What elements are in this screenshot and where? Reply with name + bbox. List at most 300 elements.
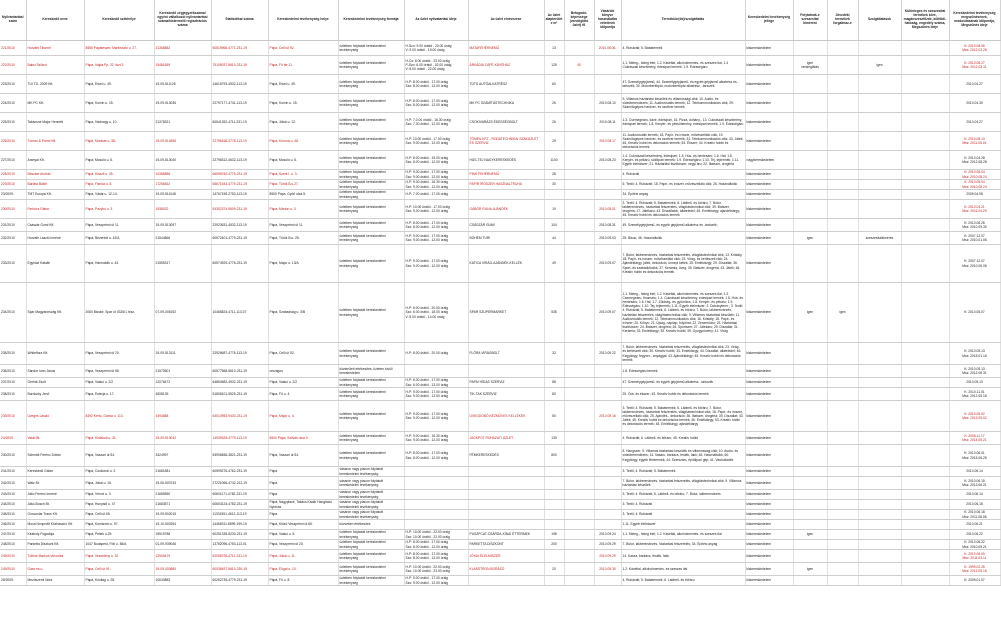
cell-opening-hours[interactable]: H-P: 10.00 órától - 22.00 óráig Szo: 10.00 órától - 22.00 óráig bbox=[404, 530, 468, 540]
cell-alcohol-serving[interactable] bbox=[793, 432, 827, 445]
cell-trader-name[interactable]: Spar Magyarország Kft. bbox=[26, 283, 84, 343]
cell-trade-form[interactable]: üzletben folytatott kereskedelmi tevékenység bbox=[338, 56, 404, 75]
table-row[interactable] bbox=[0, 500, 1000, 510]
cell-complaint-book-date[interactable]: 2010.08.11 bbox=[594, 113, 621, 132]
table-row[interactable] bbox=[0, 445, 1000, 467]
table-row[interactable] bbox=[0, 170, 1000, 180]
cell-registration-number[interactable]: 07-09-005192 bbox=[154, 283, 211, 343]
cell-excise-goods[interactable] bbox=[827, 75, 858, 94]
cell-statistical-number[interactable]: 60601171-4782-231-19 bbox=[211, 490, 268, 500]
cell-trader-name[interactable]: Sándor Ionn János bbox=[26, 365, 84, 378]
cell-capacity[interactable] bbox=[564, 490, 594, 500]
cell-trade-form[interactable]: üzletben folytatott kereskedelmi tevékenység bbox=[338, 401, 404, 432]
cell-registry-number[interactable]: 24/2009. bbox=[0, 432, 26, 445]
cell-trade-form[interactable]: üzletben folytatott kereskedelmi tevékenység bbox=[338, 540, 404, 550]
cell-excise-goods[interactable] bbox=[827, 540, 858, 550]
cell-registry-number[interactable]: 247/2010 bbox=[0, 530, 26, 540]
cell-excise-goods[interactable] bbox=[827, 401, 858, 432]
table-row[interactable] bbox=[0, 467, 1000, 477]
cell-opening-hours[interactable]: H-P: 8.00 órától - 17.00 óráig Szo: 8.00 órától - 12.00 óráig bbox=[404, 219, 468, 232]
cell-capacity[interactable] bbox=[564, 477, 594, 490]
cell-termination-date[interactable]: K: 2010.04.28 Msz: 2012.08.28 bbox=[949, 151, 1000, 170]
cell-shop-name[interactable]: MK PC SZÁMÍTÁSTECHNIKA bbox=[468, 94, 544, 113]
cell-trade-type[interactable]: kiskereskedelem bbox=[745, 232, 793, 245]
cell-trade-type[interactable]: kiskereskedelem bbox=[745, 113, 793, 132]
cell-statistical-number[interactable]: 14466311-8899-199-19 bbox=[211, 520, 268, 530]
cell-trade-form[interactable]: üzletben folytatott kereskedelmi tevékenység bbox=[338, 550, 404, 563]
cell-opening-hours[interactable]: H-P: 7.00 órától - 17.00 óráig bbox=[404, 190, 468, 200]
cell-alcohol-serving[interactable] bbox=[793, 540, 827, 550]
cell-opening-hours[interactable]: H-P: 9.00 órától - 17.00 óráig Szo: 9.00 órától - 12.00 óráig bbox=[404, 245, 468, 283]
cell-trade-location[interactable]: Pápa, Erkel u. 49. bbox=[268, 75, 338, 94]
cell-special-products[interactable] bbox=[901, 477, 949, 490]
cell-special-products[interactable] bbox=[901, 283, 949, 343]
cell-trader-name[interactable]: Gonczolár Trans Kft. bbox=[26, 510, 84, 520]
table-row[interactable] bbox=[0, 132, 1000, 151]
header-product-categories[interactable]: Termékkör(ök)/szolgáltatás bbox=[621, 0, 745, 41]
cell-complaint-book-date[interactable]: 2010.08.17 bbox=[594, 132, 621, 151]
cell-registry-number[interactable]: 223/2010 bbox=[0, 75, 26, 94]
cell-trader-name[interactable]: Walz Bt. bbox=[26, 477, 84, 490]
cell-termination-date[interactable]: K: 2010.06.09 Msz: 2011.03.11 bbox=[949, 550, 1000, 563]
header-capacity[interactable]: Befogadó-képessége (vendéglátó üzlet) fő bbox=[564, 0, 594, 41]
cell-registration-number[interactable]: 19-09-513040 bbox=[154, 151, 211, 170]
cell-trade-form[interactable]: üzletben folytatott kereskedelmi tevékenység bbox=[338, 200, 404, 219]
cell-statistical-number[interactable]: 53906656-3821-231-19 bbox=[211, 445, 268, 467]
cell-complaint-book-date[interactable] bbox=[594, 365, 621, 378]
cell-special-products[interactable] bbox=[901, 113, 949, 132]
cell-registry-number[interactable]: 230/2010 bbox=[0, 200, 26, 219]
cell-trade-type[interactable]: kiskereskedelem bbox=[745, 490, 793, 500]
cell-trader-seat[interactable]: Pápa, Celli út 65. bbox=[84, 510, 154, 520]
cell-capacity[interactable] bbox=[564, 563, 594, 576]
cell-complaint-book-date[interactable]: 2010.09.29 bbox=[594, 540, 621, 550]
table-row[interactable] bbox=[0, 190, 1000, 200]
cell-complaint-book-date[interactable]: 2010.09.30 bbox=[594, 563, 621, 576]
cell-capacity[interactable] bbox=[564, 365, 594, 378]
cell-trader-name[interactable]: Császár Gumi Kft. bbox=[26, 219, 84, 232]
table-row[interactable] bbox=[0, 180, 1000, 190]
cell-trade-type[interactable]: kiskereskedelem bbox=[745, 56, 793, 75]
cell-opening-hours[interactable]: H-P: 9.00 órától - 16.30 óráig Szo: 9.00 órától - 12.00 óráig bbox=[404, 180, 468, 190]
cell-product-categories[interactable]: 1.8. Édességáru termék bbox=[621, 365, 745, 378]
header-complaint-book-date[interactable]: Vásárlók könyve használatba vételének időpontja bbox=[594, 0, 621, 41]
cell-services[interactable] bbox=[858, 467, 901, 477]
cell-special-products[interactable] bbox=[901, 56, 949, 75]
cell-capacity[interactable] bbox=[564, 432, 594, 445]
cell-shop-name[interactable] bbox=[468, 500, 544, 510]
cell-alcohol-serving[interactable] bbox=[793, 477, 827, 490]
cell-trade-type[interactable]: kiskereskedelem bbox=[745, 378, 793, 388]
cell-trader-seat[interactable]: Pápa, Celli út 91. bbox=[84, 563, 154, 576]
cell-registration-number[interactable]: 4508139 bbox=[154, 388, 211, 401]
table-row[interactable] bbox=[0, 550, 1000, 563]
cell-excise-goods[interactable] bbox=[827, 245, 858, 283]
cell-registration-number[interactable]: 19-09-511126 bbox=[154, 75, 211, 94]
cell-capacity[interactable] bbox=[564, 232, 594, 245]
cell-services[interactable] bbox=[858, 401, 901, 432]
cell-opening-hours[interactable] bbox=[404, 500, 468, 510]
cell-registry-number[interactable]: 238/2010 bbox=[0, 388, 26, 401]
cell-excise-goods[interactable]: igen bbox=[827, 283, 858, 343]
cell-trade-form[interactable]: vásáron vagy piacon folytatott kereskedelmi tevékenység bbox=[338, 510, 404, 520]
cell-trade-location[interactable]: Pápa bbox=[268, 490, 338, 500]
cell-termination-date[interactable]: K: 2010.05.13 Msz: 2012.08.31 bbox=[949, 365, 1000, 378]
table-row[interactable] bbox=[0, 94, 1000, 113]
cell-special-products[interactable] bbox=[901, 151, 949, 170]
cell-special-products[interactable] bbox=[901, 550, 949, 563]
cell-statistical-number[interactable]: 60519966-4771-231-19 bbox=[211, 41, 268, 56]
cell-trade-type[interactable]: kiskereskedelem bbox=[745, 500, 793, 510]
cell-services[interactable]: igen bbox=[858, 56, 901, 75]
cell-termination-date[interactable]: K: 2010.08.13 Msz: 2011.05.01 bbox=[949, 132, 1000, 151]
cell-complaint-book-date[interactable] bbox=[594, 576, 621, 586]
cell-capacity[interactable] bbox=[564, 510, 594, 520]
cell-floor-area[interactable]: 1100 bbox=[544, 151, 564, 170]
cell-trade-location[interactable]: Pápa, Vaskú u. 5. bbox=[268, 530, 338, 540]
header-excise-goods[interactable]: Jövedéki termékek forgalmaz-e bbox=[827, 0, 858, 41]
table-row[interactable] bbox=[0, 75, 1000, 94]
cell-opening-hours[interactable]: H-P: 6.00 órától - 17.00 óráig Szo: 6.00 órától - 13.00 óráig bbox=[404, 378, 468, 388]
cell-product-categories[interactable]: 5. Textil; 4. Ruházati; 18. Papír- és írószer, művészellátó cikk; 26. Használtcikk bbox=[621, 180, 745, 190]
cell-statistical-number[interactable]: 54302374-9609-231-19 bbox=[211, 200, 268, 219]
cell-product-categories[interactable]: 4. Ruházati bbox=[621, 170, 745, 180]
cell-floor-area[interactable] bbox=[544, 365, 564, 378]
cell-trade-form[interactable]: üzletben folytatott kereskedelmi tevékenység bbox=[338, 563, 404, 576]
cell-statistical-number[interactable]: 13782096-4753-113-01 bbox=[211, 540, 268, 550]
cell-opening-hours[interactable] bbox=[404, 365, 468, 378]
cell-complaint-book-date[interactable] bbox=[594, 467, 621, 477]
cell-floor-area[interactable]: 30 bbox=[544, 180, 564, 190]
cell-trader-seat[interactable]: Pápa, Csokonai u. 2. bbox=[84, 467, 154, 477]
cell-complaint-book-date[interactable] bbox=[594, 378, 621, 388]
cell-trader-name[interactable]: Horváth László Imréné bbox=[26, 232, 84, 245]
cell-special-products[interactable] bbox=[901, 510, 949, 520]
cell-trade-location[interactable]: Pápa, Veszprémi út 20. bbox=[268, 540, 338, 550]
cell-shop-name[interactable] bbox=[468, 490, 544, 500]
cell-complaint-book-date[interactable] bbox=[594, 510, 621, 520]
cell-opening-hours[interactable]: H-P: 9.00 órától - 16.30 óráig Szo: 9.00 órától - 12.00 óráig bbox=[404, 432, 468, 445]
cell-floor-area[interactable]: 26 bbox=[544, 94, 564, 113]
cell-product-categories[interactable]: 7. Bútor, lakberendezés, háztartási felszerelés; 34. Építési anyag bbox=[621, 540, 745, 550]
cell-excise-goods[interactable] bbox=[827, 56, 858, 75]
cell-special-products[interactable] bbox=[901, 378, 949, 388]
cell-termination-date[interactable]: K: 2010.05.13 Msz: 2015.01.16 bbox=[949, 343, 1000, 365]
cell-trade-location[interactable]: Pápa, Vaskú u. 2/2 bbox=[268, 378, 338, 388]
cell-product-categories[interactable]: 3. Textil; 4. Ruházati; 6. Lábbeli- és bőráru; 7. Bútor, lakberendezés bbox=[621, 490, 745, 500]
cell-trade-type[interactable]: kiskereskedelem bbox=[745, 550, 793, 563]
cell-trader-seat[interactable]: 1047 Budapest, Fóti u. 56/A bbox=[84, 540, 154, 550]
cell-trader-name[interactable]: TMT Europa Kft. bbox=[26, 190, 84, 200]
cell-trader-name[interactable]: Kiraboly Fogadója bbox=[26, 530, 84, 540]
cell-capacity[interactable] bbox=[564, 283, 594, 343]
cell-shop-name[interactable]: JÓKAI ÉLELMISZER bbox=[468, 550, 544, 563]
cell-excise-goods[interactable] bbox=[827, 510, 858, 520]
cell-capacity[interactable] bbox=[564, 170, 594, 180]
cell-floor-area[interactable] bbox=[544, 490, 564, 500]
cell-floor-area[interactable] bbox=[544, 190, 564, 200]
cell-product-categories[interactable]: 3. Textil; 4. Ruházati; 5. Babatermék; 6. Lábbeli- és bőráru; 7. Bútor, lakberendezés, háztartási felszerelés, világítástechnikai cikk; 39. Illatszer, drogéria; 17. Játékáru; 43. Díszállatok, állateledel; 46. Emléktárgy, ajándéktárgy; 45. Kreatív hobbi és dekorációs termék bbox=[621, 200, 745, 219]
cell-capacity[interactable] bbox=[564, 378, 594, 388]
cell-excise-goods[interactable] bbox=[827, 432, 858, 445]
cell-registration-number[interactable]: 19-09-513111 bbox=[154, 343, 211, 365]
table-row[interactable] bbox=[0, 232, 1000, 245]
table-row[interactable] bbox=[0, 283, 1000, 343]
cell-trader-name[interactable]: Ferkócz Gábor bbox=[26, 200, 84, 219]
cell-trader-seat[interactable]: Pápa, Vérvci u. 3. bbox=[84, 490, 154, 500]
cell-trade-form[interactable]: közvetlen értékesítés bbox=[338, 520, 404, 530]
header-special-products[interactable]: Különleges és szeszesital termékek köre, magánszeszfőzde, külföldi-hatóság, engedély száma, Megszűnés ideje bbox=[901, 0, 949, 41]
cell-excise-goods[interactable] bbox=[827, 343, 858, 365]
cell-special-products[interactable] bbox=[901, 200, 949, 219]
header-trade-type[interactable]: Kereskedelmi tevékenység jellege bbox=[745, 0, 793, 41]
cell-trade-location[interactable]: Pápa, Szent I. u. 3. bbox=[268, 170, 338, 180]
cell-trade-form[interactable]: vásáron vagy piacon folytatott kereskedelmi tevékenység bbox=[338, 467, 404, 477]
cell-capacity[interactable] bbox=[564, 550, 594, 563]
cell-alcohol-serving[interactable] bbox=[793, 343, 827, 365]
table-row[interactable] bbox=[0, 113, 1000, 132]
cell-alcohol-serving[interactable] bbox=[793, 151, 827, 170]
cell-registry-number[interactable]: 234/2010 bbox=[0, 283, 26, 343]
cell-capacity[interactable] bbox=[564, 401, 594, 432]
cell-trader-seat[interactable]: Pápa, Vásár u. 12-14. bbox=[84, 190, 154, 200]
cell-opening-hours[interactable]: H-P: 9.00 órától - 17.00 óráig Szo: 9.00 órától - 12.00 óráig bbox=[404, 576, 468, 586]
cell-trader-seat[interactable]: Pápa, Veszprémi út 58. bbox=[84, 365, 154, 378]
cell-special-products[interactable] bbox=[901, 94, 949, 113]
cell-trade-form[interactable]: üzletben folytatott kereskedelmi tevékenység bbox=[338, 388, 404, 401]
cell-complaint-book-date[interactable]: 2010.09.22 bbox=[594, 343, 621, 365]
cell-registration-number[interactable]: 21368882 bbox=[154, 41, 211, 56]
cell-opening-hours[interactable]: H-P: 9.00 órától - 17.00 óráig Szo: 9.00 órától - 12.00 óráig bbox=[404, 232, 468, 245]
header-opening-hours[interactable]: Az üzlet nyitvatartási ideje bbox=[404, 0, 468, 41]
cell-product-categories[interactable]: 4. Ruházati; 6. Lábbeli- és bőráru; 45. Kreatív hobbi bbox=[621, 432, 745, 445]
cell-opening-hours[interactable] bbox=[404, 520, 468, 530]
cell-shop-name[interactable]: JACKPOT RUHÁZATI ÜZLET bbox=[468, 432, 544, 445]
table-row[interactable] bbox=[0, 510, 1000, 520]
cell-trade-type[interactable]: kiskereskedelem bbox=[745, 132, 793, 151]
cell-trade-form[interactable]: vásáron vagy piacon folytatott kereskedelmi tevékenység bbox=[338, 477, 404, 490]
cell-alcohol-serving[interactable] bbox=[793, 75, 827, 94]
cell-trade-type[interactable]: kiskereskedelem bbox=[745, 190, 793, 200]
cell-capacity[interactable] bbox=[564, 500, 594, 510]
cell-complaint-book-date[interactable] bbox=[594, 500, 621, 510]
cell-trader-seat[interactable]: Pápa, Vajda Pp. 32. fszt 2. bbox=[84, 56, 154, 75]
cell-services[interactable] bbox=[858, 41, 901, 56]
cell-opening-hours[interactable]: H-P: 8.00 órától - 17.00 óráig Szo: 8.00 órától - 12.00 óráig bbox=[404, 540, 468, 550]
cell-shop-name[interactable]: ÁRKÁDIA CAFÉ-KÁVÉHÁZ bbox=[468, 56, 544, 75]
cell-services[interactable] bbox=[858, 283, 901, 343]
cell-termination-date[interactable]: 2010.06.22 bbox=[949, 530, 1000, 540]
cell-capacity[interactable] bbox=[564, 540, 594, 550]
cell-registration-number[interactable]: 10386886 bbox=[154, 170, 211, 180]
cell-floor-area[interactable]: 88 bbox=[544, 378, 564, 388]
table-row[interactable] bbox=[0, 245, 1000, 283]
cell-opening-hours[interactable]: H-Szo: 9.00 órától - 20.00 óráig V: 9.00 órától - 19.00 óráig bbox=[404, 41, 468, 56]
cell-termination-date[interactable]: K: 2009.01.07 bbox=[949, 576, 1000, 586]
cell-shop-name[interactable] bbox=[468, 576, 544, 586]
cell-product-categories[interactable]: 4. Ruházati; 5. Babatermék; 6. Lábbeli- és bőráru bbox=[621, 576, 745, 586]
cell-floor-area[interactable]: 13 bbox=[544, 41, 564, 56]
cell-opening-hours[interactable] bbox=[404, 477, 468, 490]
cell-registration-number[interactable]: 21685550 bbox=[154, 490, 211, 500]
cell-special-products[interactable] bbox=[901, 445, 949, 467]
cell-excise-goods[interactable] bbox=[827, 232, 858, 245]
cell-alcohol-serving[interactable] bbox=[793, 445, 827, 467]
cell-shop-name[interactable] bbox=[468, 467, 544, 477]
cell-trader-seat[interactable]: Pápa, Bezerédi u. 42/A bbox=[84, 232, 154, 245]
header-trade-form[interactable]: Kereskedelmi tevékenység formája bbox=[338, 0, 404, 41]
cell-registration-number[interactable]: 12905479 bbox=[154, 550, 211, 563]
cell-trader-name[interactable]: TUI TJL 2009 Kft. bbox=[26, 75, 84, 94]
cell-registry-number[interactable]: 226/2010 bbox=[0, 132, 26, 151]
cell-trader-name[interactable]: Gerhát Zsolt bbox=[26, 378, 84, 388]
cell-opening-hours[interactable]: H-P: 8.00 órától - 15.00 óráig Szo: 8.00 órától - 12.00 óráig bbox=[404, 151, 468, 170]
cell-trade-form[interactable]: közterületi értékesítés, üzleten kívüli kereskedelem bbox=[338, 365, 404, 378]
cell-trader-name[interactable]: Tóthné Markos Veronika bbox=[26, 550, 84, 563]
cell-services[interactable] bbox=[858, 490, 901, 500]
cell-trade-location[interactable]: Pápa, Vaszari út 54. bbox=[268, 445, 338, 467]
cell-statistical-number[interactable]: 11331551-4612-113-19 bbox=[211, 510, 268, 520]
cell-excise-goods[interactable] bbox=[827, 563, 858, 576]
cell-complaint-book-date[interactable] bbox=[594, 445, 621, 467]
cell-complaint-book-date[interactable] bbox=[594, 490, 621, 500]
cell-statistical-number[interactable]: 60572401-4779-231-19 bbox=[211, 232, 268, 245]
cell-product-categories[interactable]: 7. Bútor, lakberendezés, háztartási felszerelés, világítástechnikai cikk; 23. Virág- és kertészeti cikk; 30. Kreatív hobbi; 33. Emléktárgy; 44. Díszállat, állateledel; 46. Kegytárgy; fegyver-, anyaggal; 43. Ajándéktárgy; 45. Kreatív hobbi és dekorációs termék bbox=[621, 343, 745, 365]
cell-registry-number[interactable]: 227/2010 bbox=[0, 151, 26, 170]
cell-product-categories[interactable]: 1.1. Meleg-, hideg étel; 1.2. Kávéital, alkoholmentes- és szeszes ital; 1.3. Csemegeáru, finomáru; 1.4. Cukrászati készítmény, édesipari termék; 1.5. Hús- és hentesáru; 1.6. Hal; 1.7. Zöldség- és gyümölcs; 1.8. Kenyér- és pékáru; 1.9. Édességáru; 1.10. Tej, tejtermék; 1.11. Egyéb élelmiszer; 2. Dohányterm.; 3. Textil; 4. Ruházati; 5. Babatermék; 6. Lábbeli- és bőráru; 7. Bútor, lakberendezés, háztartási felszerelés, világítástechnikai cikk; 9. Villamos háztartási készülék; 11. Audiovizuális termék; 12. Telekommunikációs cikk; 16. Kristály; 18. Papír- és írószer; 20. Könyv; 21. Újság, napilap, folyóirat; 22. Zeneműáru; 23. Háztartási tisztítószer; 24. Illatszer, drogéria; 26. Sportszer; 27. Játékáru; 29. Díszállat; 31. Kerámia; 33. Emléktárgy; 35. Kreatív hobbi; 39. Gyógynövény; 41. Virág bbox=[621, 283, 745, 343]
table-row[interactable] bbox=[0, 219, 1000, 232]
cell-trade-location[interactable]: Pápa, Külső Veszprémi út 65. bbox=[268, 520, 338, 530]
cell-statistical-number[interactable]: 22923631-4532-113-19 bbox=[211, 219, 268, 232]
cell-special-products[interactable] bbox=[901, 576, 949, 586]
cell-complaint-book-date[interactable] bbox=[594, 56, 621, 75]
cell-excise-goods[interactable] bbox=[827, 520, 858, 530]
cell-floor-area[interactable] bbox=[544, 510, 564, 520]
cell-trade-form[interactable]: üzletben folytatott kereskedelmi tevékenység bbox=[338, 113, 404, 132]
cell-special-products[interactable] bbox=[901, 467, 949, 477]
table-row[interactable] bbox=[0, 540, 1000, 550]
cell-termination-date[interactable]: 2010.06.18 bbox=[949, 500, 1000, 510]
cell-statistical-number[interactable]: 60541352-4711-231-19 bbox=[211, 113, 268, 132]
cell-complaint-book-date[interactable]: 2010.09.29 bbox=[594, 550, 621, 563]
cell-services[interactable] bbox=[858, 343, 901, 365]
cell-termination-date[interactable]: 2010.06.14 bbox=[949, 467, 1000, 477]
header-termination-date[interactable]: Kereskedelmi tevékenység megszűnésének, módosításának időpontja, Megszűnés ideje bbox=[949, 0, 1000, 41]
cell-registration-number[interactable]: 19-09-502015 bbox=[154, 510, 211, 520]
cell-trade-form[interactable]: üzletben folytatott kereskedelmi tevékenység bbox=[338, 530, 404, 540]
table-row[interactable] bbox=[0, 530, 1000, 540]
cell-trade-location[interactable]: Pápa, Major u. 13/A bbox=[268, 245, 338, 283]
cell-floor-area[interactable] bbox=[544, 467, 564, 477]
cell-registry-number[interactable]: 242/2010 bbox=[0, 477, 26, 490]
cell-product-categories[interactable]: 14. Kasza, barkács, festék, lakk bbox=[621, 550, 745, 563]
cell-statistical-number[interactable]: 22798312-4632-113-19 bbox=[211, 151, 268, 170]
cell-trade-form[interactable]: üzletben folytatott kereskedelmi tevékenység bbox=[338, 445, 404, 467]
cell-shop-name[interactable]: PAPÍR ÍRÓSZER HASZNÁLTRUHA bbox=[468, 180, 544, 190]
cell-capacity[interactable] bbox=[564, 388, 594, 401]
cell-services[interactable] bbox=[858, 94, 901, 113]
cell-trader-seat[interactable]: Pápa, Pellek u.25. bbox=[84, 530, 154, 540]
table-row[interactable] bbox=[0, 343, 1000, 365]
cell-termination-date[interactable]: K: 2010.08.06 Msz: 2012.03.28 bbox=[949, 41, 1000, 56]
cell-registration-number[interactable]: 21378321 bbox=[154, 113, 211, 132]
cell-trade-form[interactable]: üzletben folytatott kereskedelmi tevékenység bbox=[338, 94, 404, 113]
cell-registry-number[interactable]: 239/2010 bbox=[0, 401, 26, 432]
cell-shop-name[interactable]: KLASSTRON BORÁZÓ bbox=[468, 563, 544, 576]
header-trader-seat[interactable]: Kereskedő székhelye bbox=[84, 0, 154, 41]
cell-services[interactable] bbox=[858, 576, 901, 586]
header-trade-location[interactable]: Kereskedelmi tevékenység helye bbox=[268, 0, 338, 41]
cell-trader-name[interactable]: Aranyal Kft. bbox=[26, 151, 84, 170]
cell-capacity[interactable] bbox=[564, 343, 594, 365]
cell-statistical-number[interactable]: 27221066-4742-212-19 bbox=[211, 477, 268, 490]
cell-trade-location[interactable]: Pápa, Török B.u.27. bbox=[268, 180, 338, 190]
cell-termination-date[interactable]: K: 2007.12.07 Msz: 2010.05.06 bbox=[949, 245, 1000, 283]
cell-registry-number[interactable]: 241/2010 bbox=[0, 467, 26, 477]
cell-statistical-number[interactable]: 62056728-4711-231-19 bbox=[211, 550, 268, 563]
cell-special-products[interactable] bbox=[901, 41, 949, 56]
cell-capacity[interactable] bbox=[564, 180, 594, 190]
cell-trade-type[interactable]: kiskereskedelem bbox=[745, 445, 793, 467]
cell-floor-area[interactable]: 200 bbox=[544, 540, 564, 550]
cell-trade-location[interactable]: 8500 Pápa, Győri utca 5. bbox=[268, 190, 338, 200]
cell-special-products[interactable] bbox=[901, 180, 949, 190]
table-row[interactable] bbox=[0, 490, 1000, 500]
cell-trade-type[interactable]: kiskereskedelem bbox=[745, 563, 793, 576]
cell-capacity[interactable] bbox=[564, 576, 594, 586]
cell-registration-number[interactable]: 21544866 bbox=[154, 232, 211, 245]
cell-registration-number[interactable]: 19-09-513036 bbox=[154, 94, 211, 113]
cell-shop-name[interactable] bbox=[468, 190, 544, 200]
cell-termination-date[interactable]: K: 2010.08.26 Msz: 2010.09.30 bbox=[949, 219, 1000, 232]
cell-special-products[interactable] bbox=[901, 401, 949, 432]
cell-registration-number[interactable]: 21681881 bbox=[154, 467, 211, 477]
cell-services[interactable] bbox=[858, 180, 901, 190]
cell-alcohol-serving[interactable]: igen bbox=[793, 232, 827, 245]
cell-registration-number[interactable]: 19-09-000880 bbox=[154, 563, 211, 576]
cell-trade-form[interactable]: üzletben folytatott kereskedelmi tevékenység bbox=[338, 219, 404, 232]
cell-alcohol-serving[interactable] bbox=[793, 190, 827, 200]
cell-registration-number[interactable]: 21683571 bbox=[154, 500, 211, 510]
cell-capacity[interactable] bbox=[564, 75, 594, 94]
cell-services[interactable] bbox=[858, 530, 901, 540]
cell-trader-name[interactable]: Baksi Szilárd bbox=[26, 56, 84, 75]
cell-trader-seat[interactable]: Pápa, Kövilág u. 28. bbox=[84, 576, 154, 586]
cell-special-products[interactable] bbox=[901, 388, 949, 401]
cell-shop-name[interactable] bbox=[468, 520, 544, 530]
cell-alcohol-serving[interactable] bbox=[793, 219, 827, 232]
cell-trade-location[interactable]: Pápa, Török B.u. 25. bbox=[268, 232, 338, 245]
cell-shop-name[interactable]: CSÁSZÁR GUMI bbox=[468, 219, 544, 232]
cell-shop-name[interactable]: PARKETTA DISZKONT bbox=[468, 540, 544, 550]
cell-trader-name[interactable]: Jákó Ferenc Imréné bbox=[26, 490, 84, 500]
cell-trade-type[interactable]: kiskereskedelem bbox=[745, 283, 793, 343]
cell-excise-goods[interactable] bbox=[827, 550, 858, 563]
cell-product-categories[interactable]: 7. Bútor, lakberendezés, háztartási felszerelés, világítástechnikai cikk; 13. Kristály, 18. Papír- és írószer, művészellátó cikk; 23. Virág- és kertészeti cikk; 24. Ajándéktárgy, játék, dekoráció, ünnepi kellék; 25. Emléktárgy; 29. Díszállat; 36. Sport- és szabadidőcikk; 37. Kerámia, üveg; 39. Illatszer, drogéria; 43. Játék; 45. Kreatív hobbi és dekorációs termék bbox=[621, 245, 745, 283]
cell-trader-name[interactable]: MK PC Kft. bbox=[26, 94, 84, 113]
cell-product-categories[interactable]: 8. Hangszer; 9. Villamos háztartási készülék és villamossági cikk; 10. Audio- és videóberendezés; 14. Vasáru, barkács, festék, lakk; 46. Használtcikk; 60. Kegytárgy, egyéb fémtermék; 44. Szerszám, építőipari gép; 41. Vashulladék bbox=[621, 445, 745, 467]
cell-services[interactable] bbox=[858, 132, 901, 151]
cell-trader-seat[interactable]: 8556 Pápateszér, Marfovszki u. 27. bbox=[84, 41, 154, 56]
cell-trade-type[interactable]: kiskereskedelem bbox=[745, 170, 793, 180]
cell-services[interactable] bbox=[858, 151, 901, 170]
cell-excise-goods[interactable] bbox=[827, 530, 858, 540]
cell-trader-seat[interactable]: 8492 Kertu, Dózsa u. 113. bbox=[84, 401, 154, 432]
cell-termination-date[interactable]: K: 2010.08.27 Msz: 2012.03.11 bbox=[949, 56, 1000, 75]
cell-termination-date[interactable]: 2010.04.27 bbox=[949, 113, 1000, 132]
cell-alcohol-serving[interactable] bbox=[793, 550, 827, 563]
cell-trade-location[interactable]: Pápa, Eögal u. 10. bbox=[268, 563, 338, 576]
